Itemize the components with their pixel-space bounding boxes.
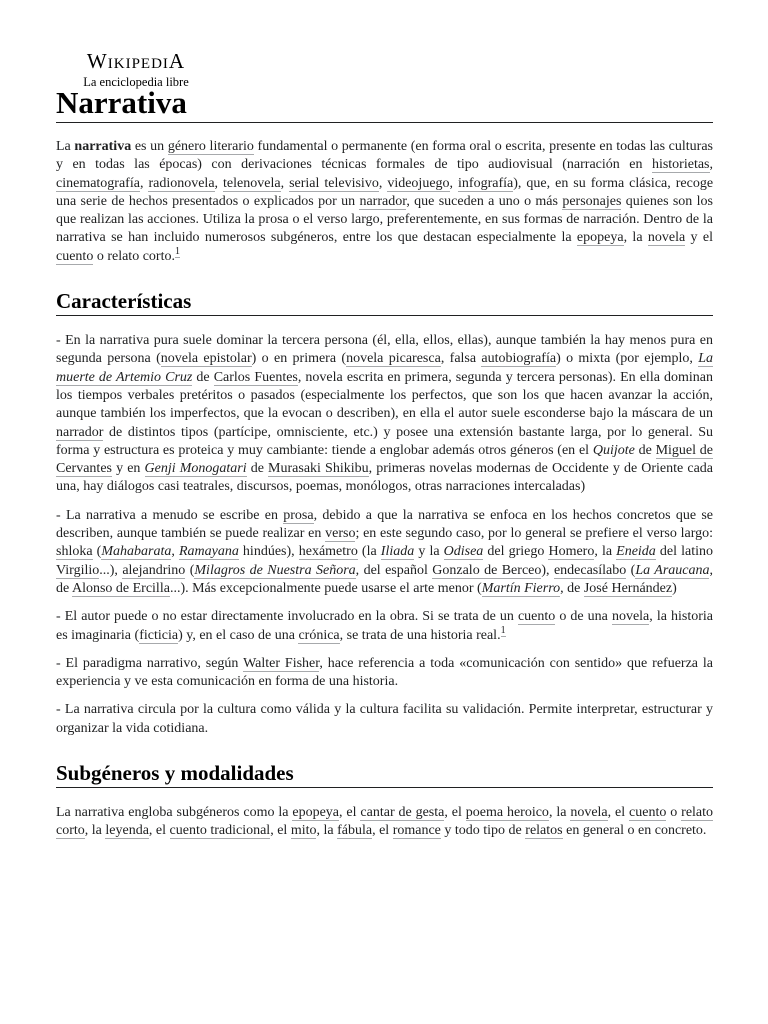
link-fabula[interactable]: fábula	[337, 823, 373, 839]
link-cantar-de-gesta[interactable]: cantar de gesta	[360, 805, 445, 821]
link-poema-heroico[interactable]: poema heroico	[465, 805, 549, 821]
link-ramayana[interactable]: Ramayana	[178, 544, 239, 560]
link-novela-picaresca[interactable]: novela picaresca	[346, 351, 441, 367]
link-alonso-de-ercilla[interactable]: Alonso de Ercilla	[71, 580, 170, 596]
link-radionovela[interactable]: radionovela	[148, 175, 215, 191]
link-martin-fierro[interactable]: Martín Fierro	[481, 580, 561, 596]
link-alejandrino[interactable]: alejandrino	[122, 562, 186, 578]
link-relatos[interactable]: relatos	[525, 823, 563, 839]
link-serial-televisivo[interactable]: serial televisivo	[289, 175, 379, 191]
link-narrador[interactable]: narrador	[359, 193, 407, 209]
paragraph-caracteristicas-2: - La narrativa a menudo se escribe en prosa, debido a que la narrativa se enfoca en los hechos concretos que se describen, aunque también se puede realizar en verso; en este segundo caso, por lo general se prefiere el verso largo: shloka (Mahabarata, Ramayana hindúes), hexámetro (la Iliada y la Odisea del griego Homero, la Eneida del latino Virgilio...), alejandrino (Milagros de Nuestra Señora, del español Gonzalo de Berceo), endecasílabo (La Araucana, de Alonso de Ercilla...). Más excepcionalmente puede usarse el arte menor (Martín Fierro, de José Hernández)	[56, 507, 713, 596]
link-leyenda[interactable]: leyenda	[105, 823, 149, 839]
link-murasaki-shikibu[interactable]: Murasaki Shikibu	[268, 461, 369, 477]
paragraph-caracteristicas-3: - El autor puede o no estar directamente involucrado en la obra. Si se trata de un cuento o de una novela, la historia es imaginaria (ficticia) y, en el caso de una crónica, se trata de una historia real.$^1$	[56, 609, 713, 643]
link-relato-corto[interactable]: relato corto	[56, 805, 714, 839]
link-novela[interactable]: novela	[647, 230, 686, 246]
link-walter-fisher[interactable]: Walter Fisher	[243, 655, 320, 671]
link-endecasilabo[interactable]: endecasílabo	[553, 562, 627, 578]
link-cinematografia[interactable]: cinematografía	[56, 175, 140, 191]
link-historietas[interactable]: historietas	[651, 157, 710, 173]
paragraph-subgeneros-1: La narrativa engloba subgéneros como la epopeya, el cantar de gesta, el poema heroico, la novela, el cuento o relato corto, la leyenda, el cuento tradicional, el mito, la fábula, el romance y todo tipo de relatos en general o en concreto.	[56, 805, 714, 839]
link-novela[interactable]: novela	[611, 609, 650, 625]
logo-tagline: La enciclopedia libre	[83, 75, 189, 89]
reference-1	[175, 246, 180, 258]
link-hexametro[interactable]: hexámetro	[298, 544, 358, 560]
link-cronica[interactable]: crónica	[298, 627, 340, 643]
link-cuento[interactable]: cuento	[517, 609, 556, 625]
link-videojuego[interactable]: videojuego	[387, 175, 450, 191]
link-eneida[interactable]: Eneida	[616, 544, 656, 560]
link-iliada[interactable]: Iliada	[380, 544, 415, 560]
link-la-muerte-de-artemio-cruz[interactable]: La muerte de Artemio Cruz	[56, 351, 714, 385]
link-mito[interactable]: mito	[290, 823, 317, 839]
reference-link[interactable]: 1	[500, 624, 506, 636]
link-gonzalo-de-berceo[interactable]: Gonzalo de Berceo	[432, 562, 542, 578]
page-title: Narrativa	[56, 84, 713, 123]
paragraph-caracteristicas-5: - La narrativa circula por la cultura como válida y la cultura facilita su validación. Permite interpretar, estructurar y organizar la vida cotidiana.	[56, 702, 713, 736]
link-mahabarata[interactable]: Mahabarata	[101, 544, 172, 560]
link-milagros-de-nuestra-senora[interactable]: Milagros de Nuestra Señora	[194, 562, 356, 578]
reference-link[interactable]: 1	[174, 245, 180, 257]
link-ficticia[interactable]: ficticia	[139, 627, 179, 643]
link-verso[interactable]: verso	[325, 526, 356, 542]
link-genero-literario[interactable]: género literario	[167, 139, 254, 154]
link-autobiografia[interactable]: autobiografía	[481, 351, 557, 367]
link-homero[interactable]: Homero	[548, 544, 595, 560]
link-novela[interactable]: novela	[570, 805, 608, 821]
link-genji-monogatari[interactable]: Genji Monogatari	[144, 461, 247, 477]
article-content	[56, 84, 713, 851]
link-prosa[interactable]: prosa	[283, 507, 314, 523]
link-cuento[interactable]: cuento	[629, 805, 667, 821]
link-telenovela[interactable]: telenovela	[223, 175, 281, 191]
link-shloka[interactable]: shloka	[56, 544, 93, 560]
section-heading-caracteristicas: Características	[56, 288, 713, 316]
link-narrador[interactable]: narrador	[56, 424, 104, 440]
link-odisea[interactable]: Odisea	[443, 544, 484, 560]
link-miguel-de-cervantes[interactable]: Miguel de Cervantes	[56, 442, 713, 477]
link-carlos-fuentes[interactable]: Carlos Fuentes	[213, 369, 298, 385]
link-cuento-tradicional[interactable]: cuento tradicional	[169, 823, 271, 839]
link-novela-epistolar[interactable]: novela epistolar	[160, 351, 252, 367]
link-romance[interactable]: romance	[392, 823, 441, 839]
intro-paragraph: La narrativa es un género literario fundamental o permanente (en forma oral o escrita, presente en todas las culturas y en todas las épocas) con derivaciones técnicas formales de tipo audiovisual (narración en historietas, cinematografía, radionovela, telenovela, serial televisivo, videojuego, infografía), que, en su forma clásica, recoge una serie de hechos presentados o explicados por un narrador, que suceden a uno o más personajes quienes son los que realizan las acciones. Utiliza la prosa o el verso largo, preferentemente, en sus formas de narración. Dentro de la narrativa se han incluido numerosos subgéneros, entre los que destacan especialmente la epopeya, la novela y el cuento o relato corto.$^1$	[56, 139, 714, 264]
logo-wordmark: WIKIPEDIA	[86, 49, 186, 73]
link-cuento[interactable]: cuento	[56, 248, 94, 264]
paragraph-caracteristicas-1: - En la narrativa pura suele dominar la tercera persona (él, ella, ellos, ellas), aunque también la hay menos pura en segunda persona (novela epistolar) o en primera (novela picaresca, falsa autobiografía) o mixta (por ejemplo, La muerte de Artemio Cruz de Carlos Fuentes, novela escrita en primera, segunda y tercera personas). En ella dominan los tiempos verbales pretéritos o pasados (especialmente los perfectos, que son los que hacen avanzar la acción, aunque también los imperfectos, que la evocan o describen), en ella el autor suele esconderse bajo la máscara de un narrador de distintos tipos (partícipe, omnisciente, etc.) y posee una extensión bastante larga, por lo general. Su forma y estructura es proteica y muy cambiante: tiende a englobar además otros géneros (en el Quijote de Miguel de Cervantes y en Genji Monogatari de Murasaki Shikibu, primeras novelas modernas de Occidente y de Oriente cada una, hay diálogos casi teatrales, discursos, poemas, monólogos, otras narraciones intercaladas)	[56, 333, 714, 495]
link-personajes[interactable]: personajes	[562, 193, 622, 209]
reference-1	[501, 625, 506, 637]
section-heading-subgeneros: Subgéneros y modalidades	[56, 760, 713, 788]
link-epopeya[interactable]: epopeya	[576, 230, 624, 246]
link-infografia[interactable]: infografía	[458, 175, 514, 191]
link-jose-hernandez[interactable]: José Hernández	[583, 580, 673, 596]
link-la-araucana[interactable]: La Araucana	[635, 562, 710, 578]
paragraph-caracteristicas-4: - El paradigma narrativo, según Walter Fisher, hace referencia a toda «comunicación con sentido» que refuerza la experiencia y ve esta comunicación en forma de una historia.	[56, 655, 713, 690]
link-virgilio[interactable]: Virgilio	[56, 562, 100, 578]
link-epopeya[interactable]: epopeya	[292, 805, 340, 821]
